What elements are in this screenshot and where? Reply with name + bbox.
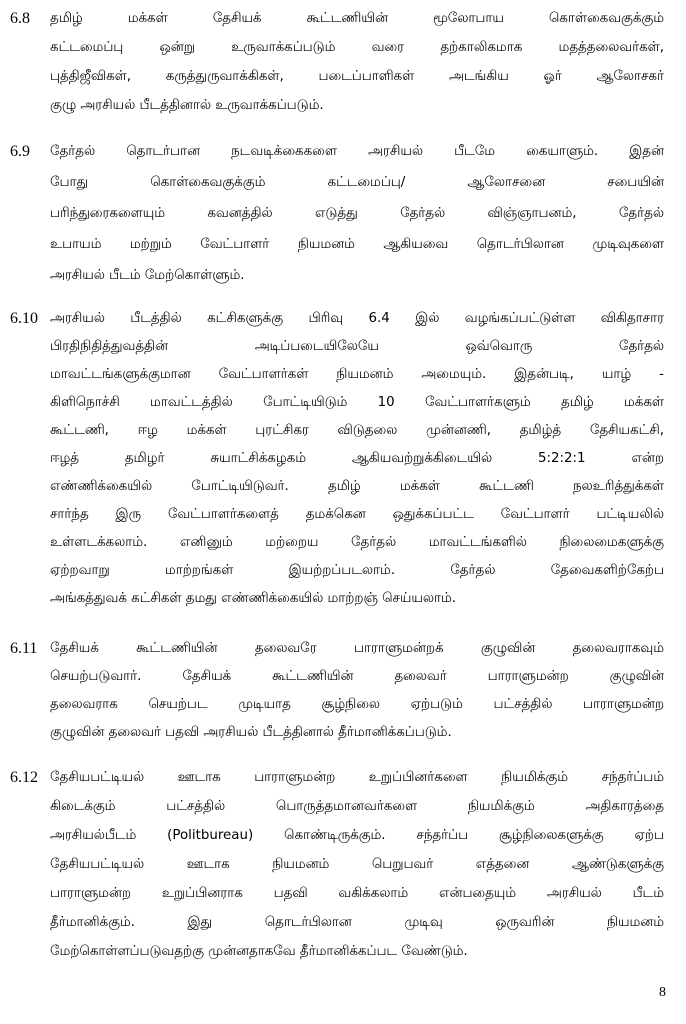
clause-line: குழு அரசியல் பீடத்தினால் உருவாக்கப்படும். — [50, 98, 324, 113]
clause-number: 6.11 — [10, 640, 38, 657]
clause-number: 6.10 — [10, 310, 38, 327]
page-number: 8 — [659, 985, 666, 1000]
clause-line: புத்திஜீவிகள், கருத்துருவாக்கிகள், படைப்பாளிகள் அடங்கிய ஓர் ஆலோசகர் — [50, 69, 664, 84]
clause-number: 6.8 — [10, 10, 30, 27]
clause-line: குழுவின் தலைவர் பதவி அரசியல் பீடத்தினால் தீர்மானிக்கப்படும். — [50, 725, 452, 740]
clause-number: 6.9 — [10, 143, 30, 160]
clause-line: ஏற்றவாறு மாற்றங்கள் இயற்றப்படலாம். தேர்தல் தேவைகளிற்கேற்ப — [50, 563, 664, 578]
clause-number: 6.12 — [10, 769, 38, 786]
clause-line: போது கொள்கைவகுக்கும் கட்டமைப்பு/ ஆலோசனை சபையின் — [50, 175, 664, 190]
clause-line: பரிந்துரைகளையும் கவனத்தில் எடுத்து தேர்தல் விஞ்ஞாபனம், தேர்தல் — [50, 206, 664, 221]
clause-line: ஈழத் தமிழர் சுயாட்சிக்கழகம் ஆகியவற்றுக்கிடையில் 5:2:2:1 என்ற — [50, 451, 664, 466]
clause-line: கூட்டணி, ஈழ மக்கள் புரட்சிகர விடுதலை முன்னணி, தமிழ்த் தேசியகட்சி, — [50, 423, 664, 438]
clause-line: கிடைக்கும் பட்சத்தில் பொருத்தமானவர்களை நியமிக்கும் அதிகாரத்தை — [50, 799, 664, 814]
clause-line: எண்ணிக்கையில் போட்டியிடுவர். தமிழ் மக்கள் கூட்டணி நலஉரித்துக்கள் — [50, 479, 664, 494]
clause-line: அரசியல் பீடத்தில் கட்சிகளுக்கு பிரிவு 6.4 இல் வழங்கப்பட்டுள்ள விகிதாசார — [50, 311, 664, 326]
clause-line: சார்ந்த இரு வேட்பாளர்களைத் தமக்கென ஒதுக்கப்பட்ட வேட்பாளர் பட்டியலில் — [50, 507, 664, 522]
clause-line: தேசியபட்டியல் ஊடாக பாராளுமன்ற உறுப்பினர்களை நியமிக்கும் சந்தர்ப்பம் — [50, 770, 664, 785]
clause-line: அரசியல்பீடம் (Politbureau) கொண்டிருக்கும். சந்தர்ப்ப சூழ்நிலைகளுக்கு ஏற்ப — [50, 828, 664, 843]
clause-line: அங்கத்துவக் கட்சிகள் தமது எண்ணிக்கையில் மாற்றஞ் செய்யலாம். — [50, 591, 457, 606]
clause-line: கட்டமைப்பு ஒன்று உருவாக்கப்படும் வரை தற்காலிகமாக மதத்தலைவர்கள், — [50, 40, 664, 55]
clause-line: மேற்கொள்ளப்படுவதற்கு முன்னதாகவே தீர்மானிக்கப்பட வேண்டும். — [50, 944, 468, 959]
clause-line: தேசியபட்டியல் ஊடாக நியமனம் பெறுபவர் எத்தனை ஆண்டுகளுக்கு — [50, 857, 664, 872]
clause-line: உள்ளடக்கலாம். எனினும் மற்றைய தேர்தல் மாவட்டங்களில் நிலைமைகளுக்கு — [50, 535, 664, 550]
clause-line: தேர்தல் தொடர்பான நடவடிக்கைகளை அரசியல் பீடமே கையாளும். இதன் — [50, 144, 664, 159]
clause-line: பிரதிநிதித்துவத்தின் அடிப்படையிலேயே ஒவ்வொரு தேர்தல் — [50, 339, 664, 354]
clause-line: தலைவராக செயற்பட முடியாத சூழ்நிலை ஏற்படும் பட்சத்தில் பாராளுமன்ற — [50, 697, 664, 712]
clause-line: மாவட்டங்களுக்குமான வேட்பாளர்கள் நியமனம் அமையும். இதன்படி, யாழ் - — [50, 367, 664, 382]
clause-line: கிளிநொச்சி மாவட்டத்தில் போட்டியிடும் 10 வேட்பாளர்களும் தமிழ் மக்கள் — [50, 395, 664, 410]
clause-line: செயற்படுவார். தேசியக் கூட்டணியின் தலைவர் பாராளுமன்ற குழுவின் — [50, 669, 664, 684]
clause-line: உபாயம் மற்றும் வேட்பாளர் நியமனம் ஆகியவை தொடர்பிலான முடிவுகளை — [50, 237, 664, 252]
clause-line: தேசியக் கூட்டணியின் தலைவரே பாராளுமன்றக் குழுவின் தலைவராகவும் — [50, 641, 664, 656]
clause-line: அரசியல் பீடம் மேற்கொள்ளும். — [50, 268, 245, 283]
clause-line: பாராளுமன்ற உறுப்பினராக பதவி வகிக்கலாம் என்பதையும் அரசியல் பீடம் — [50, 886, 664, 901]
clause-line: தீர்மானிக்கும். இது தொடர்பிலான முடிவு ஒருவரின் நியமனம் — [50, 915, 664, 930]
clause-line: தமிழ் மக்கள் தேசியக் கூட்டணியின் மூலோபாய கொள்கைவகுக்கும் — [50, 11, 664, 26]
